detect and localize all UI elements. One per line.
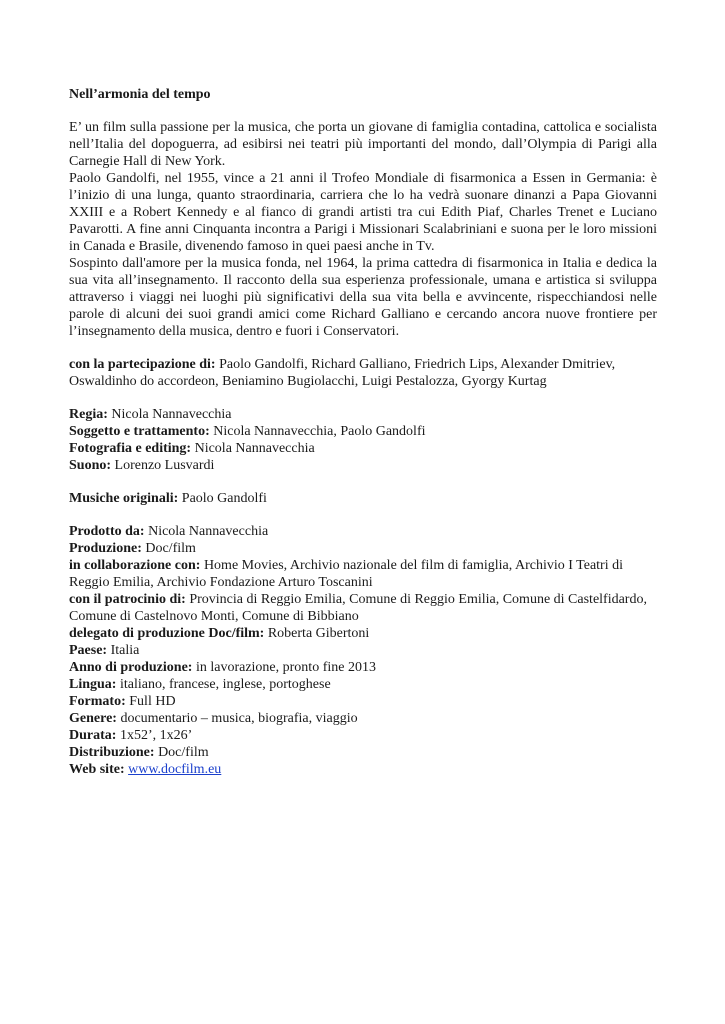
document-page	[69, 86, 657, 778]
detail-label: delegato di produzione Doc/film:	[69, 626, 265, 641]
detail-value: Provincia di Reggio Emilia, Comune di Reggio Emilia, Comune di Castelfidardo, Comune di Castelnovo Monti, Comune di Bibbiano	[69, 592, 647, 624]
participation-block	[69, 356, 657, 390]
synopsis-paragraph: Paolo Gandolfi, nel 1955, vince a 21 anni il Trofeo Mondiale di fisarmonica a Essen in Germania: è l’inizio di una lunga, quanto straordinaria, carriera che lo ha vedrà suonare dinanzi a Papa Giovanni XXIII e a Robert Kennedy e al fianco di grandi artisti tra cui Edith Piaf, Charles Trenet e Luciano Pavarotti. A fine anni Cinquanta incontra a Parigi i Missionari Scalabriniani e suona per le loro missioni in Canada e Brasile, divenendo famoso in quei paesi anche in Tv.	[69, 171, 657, 254]
music-block	[69, 490, 657, 507]
credit-row	[69, 423, 657, 440]
credit-value: Lorenzo Lusvardi	[111, 458, 215, 473]
detail-label: Lingua:	[69, 677, 117, 692]
detail-row	[69, 676, 657, 693]
participation-row	[69, 356, 657, 390]
detail-row	[69, 659, 657, 676]
website-label: Web site:	[69, 762, 125, 777]
detail-label: in collaborazione con:	[69, 558, 201, 573]
detail-row	[69, 591, 657, 625]
detail-value: 1x52’, 1x26’	[116, 728, 193, 743]
website-link[interactable]: www.docfilm.eu	[128, 762, 222, 777]
music-row	[69, 490, 657, 507]
detail-row	[69, 642, 657, 659]
synopsis-paragraph: Sospinto dall'amore per la musica fonda, nel 1964, la prima cattedra di fisarmonica in Italia e dedica la sua vita all’insegnamento. Il racconto della sua esperienza professionale, umana e artistica si sviluppa attraverso i viaggi nei luoghi più significativi della sua vita bella e avvincente, rispecchiandosi nelle parole di alcuni dei suoi grandi amici come Richard Galliano e cercando ancora nuove frontiere per l’insegnamento della musica, dentro e fuori i Conservatori.	[69, 256, 657, 339]
detail-label: Durata:	[69, 728, 117, 743]
participation-label: con la partecipazione di:	[69, 357, 216, 372]
credit-label: Soggetto e trattamento:	[69, 424, 210, 439]
detail-row	[69, 523, 657, 540]
detail-value: Doc/film	[141, 541, 196, 556]
detail-label: Formato:	[69, 694, 126, 709]
detail-value: Roberta Gibertoni	[264, 626, 370, 641]
detail-value: Italia	[107, 643, 140, 658]
detail-value: Nicola Nannavecchia	[144, 524, 269, 539]
credit-value: Nicola Nannavecchia	[191, 441, 315, 456]
detail-label: Anno di produzione:	[69, 660, 193, 675]
detail-label: Produzione:	[69, 541, 142, 556]
credit-value: Nicola Nannavecchia	[107, 407, 232, 422]
synopsis-paragraph: E’ un film sulla passione per la musica, che porta un giovane di famiglia contadina, cattolica e socialista nell’Italia del dopoguerra, ad esibirsi nei teatri più importanti del mondo, dall’Olympia di Parigi alla Carnegie Hall di New York.	[69, 120, 657, 169]
credit-value: Nicola Nannavecchia, Paolo Gandolfi	[209, 424, 426, 439]
detail-row	[69, 557, 657, 591]
detail-value: Doc/film	[154, 745, 209, 760]
credit-row	[69, 440, 657, 457]
detail-label: Genere:	[69, 711, 117, 726]
music-label: Musiche originali:	[69, 491, 179, 506]
detail-row	[69, 625, 657, 642]
detail-value: Full HD	[125, 694, 176, 709]
credit-row	[69, 457, 657, 474]
detail-value: documentario – musica, biografia, viaggio	[116, 711, 358, 726]
credit-label: Suono:	[69, 458, 112, 473]
detail-value: italiano, francese, inglese, portoghese	[116, 677, 331, 692]
detail-row	[69, 710, 657, 727]
detail-value: in lavorazione, pronto fine 2013	[192, 660, 376, 675]
credit-label: Regia:	[69, 407, 108, 422]
synopsis	[69, 119, 657, 340]
website-row	[69, 761, 657, 778]
detail-row	[69, 744, 657, 761]
detail-label: Distribuzione:	[69, 745, 155, 760]
detail-value: Home Movies, Archivio nazionale del film di famiglia, Archivio I Teatri di Reggio Emilia, Archivio Fondazione Arturo Toscanini	[69, 558, 623, 590]
detail-label: con il patrocinio di:	[69, 592, 186, 607]
participation-value: Paolo Gandolfi, Richard Galliano, Friedrich Lips, Alexander Dmitriev, Oswaldinho do accordeon, Beniamino Bugiolacchi, Luigi Pestalozza, Gyorgy Kurtag	[69, 357, 616, 389]
document-title: Nell’armonia del tempo	[69, 87, 211, 102]
detail-row	[69, 540, 657, 557]
credit-label: Fotografia e editing:	[69, 441, 192, 456]
detail-label: Prodotto da:	[69, 524, 145, 539]
credits-block	[69, 406, 657, 474]
credit-row	[69, 406, 657, 423]
details-block	[69, 523, 657, 778]
music-value: Paolo Gandolfi	[178, 491, 267, 506]
detail-label: Paese:	[69, 643, 108, 658]
detail-row	[69, 693, 657, 710]
detail-row	[69, 727, 657, 744]
